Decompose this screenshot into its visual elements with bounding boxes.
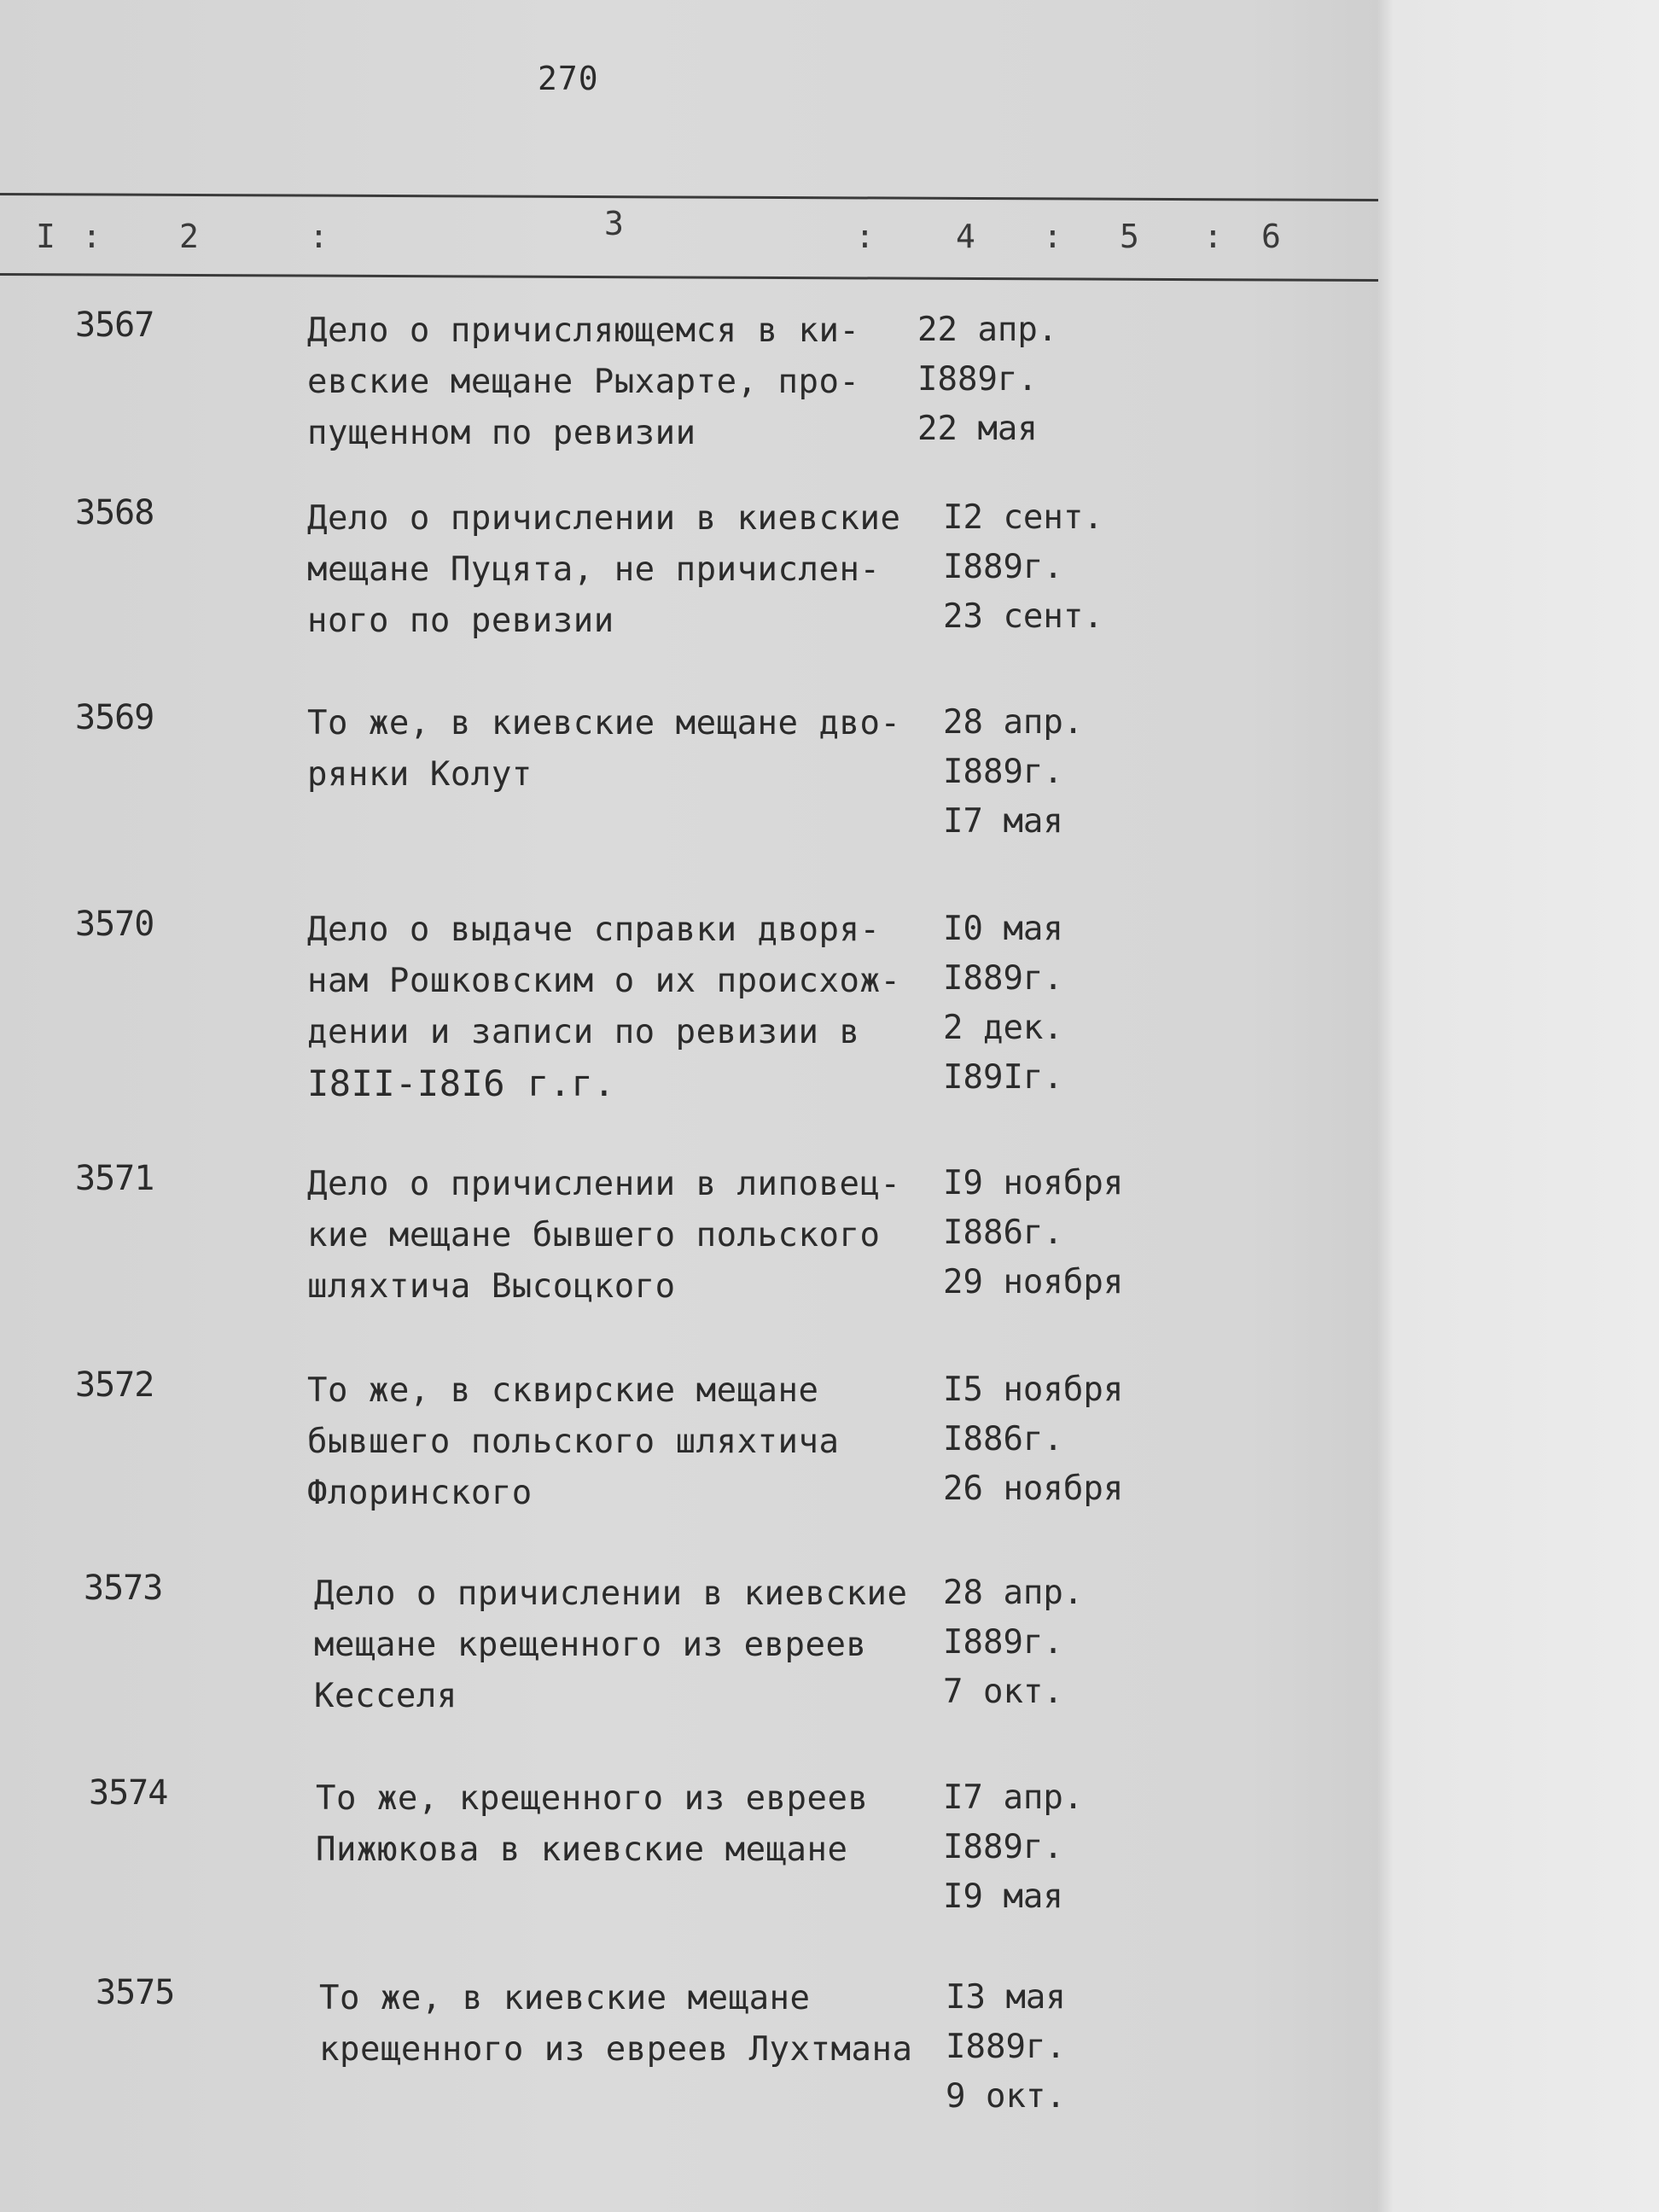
entry-description (307, 1365, 839, 1519)
description-line: Флоринского (307, 1474, 533, 1512)
description-line: Дело о причислении в киевские (314, 1575, 908, 1613)
entry-description (314, 1569, 907, 1722)
date-year: I889г. (943, 1828, 1063, 1866)
entry-dates (943, 698, 1083, 847)
description-line: Пижюкова в киевские мещане (316, 1831, 848, 1869)
description-line: То же, крещенного из евреев (316, 1779, 869, 1818)
date-end: 23 сент. (943, 597, 1103, 636)
date-year: I889г. (943, 959, 1063, 998)
header-bottom-rule (0, 273, 1378, 282)
column-header-6: 6 (1261, 218, 1281, 255)
date-end: 9 окт. (946, 2077, 1066, 2116)
description-line: шляхтича Высоцкого (307, 1267, 676, 1306)
description-line: мещане Пуцята, не причислен- (307, 550, 881, 589)
entry-number: 3571 (75, 1159, 154, 1198)
description-line: нам Рошковским о их происхож- (307, 962, 901, 1000)
date-end: 22 мая (917, 410, 1038, 448)
date-end: 2 дек. (943, 1009, 1063, 1047)
description-line: Кесселя (314, 1677, 457, 1715)
entry-dates (917, 306, 1057, 454)
column-header-1: I (36, 218, 55, 255)
entry-number: 3568 (75, 493, 154, 533)
entry-number: 3569 (75, 698, 154, 737)
description-line: То же, в киевские мещане (319, 1979, 811, 2017)
description-line: бывшего польского шляхтича (307, 1423, 840, 1461)
column-separator: : (855, 218, 875, 255)
date-end: 26 ноября (943, 1470, 1124, 1508)
entry-dates (943, 1365, 1123, 1514)
entry-dates (943, 905, 1063, 1103)
date-start: I9 ноября (943, 1164, 1124, 1202)
description-line: Дело о причислении в киевские (307, 499, 901, 538)
date-start: I7 апр. (943, 1778, 1084, 1817)
date-year: I889г. (943, 753, 1063, 791)
entry-number: 3575 (96, 1973, 175, 2012)
date-year: I889г. (943, 548, 1063, 586)
description-line: Дело о выдаче справки дворя- (307, 911, 881, 949)
description-line: рянки Колут (307, 755, 533, 794)
description-line: То же, в сквирские мещане (307, 1371, 819, 1410)
date-end: I9 мая (943, 1877, 1063, 1916)
description-line: Дело о причислении в липовец- (307, 1165, 901, 1203)
entry-description (319, 1973, 912, 2075)
entry-number: 3572 (75, 1365, 154, 1405)
date-year: I889г. (946, 2028, 1066, 2066)
date-start: 28 апр. (943, 703, 1084, 742)
column-separator: : (1043, 218, 1062, 255)
column-header-5: 5 (1120, 218, 1139, 255)
entry-number: 3567 (75, 306, 154, 345)
entry-number: 3574 (89, 1773, 168, 1813)
date-start: 22 апр. (917, 311, 1058, 349)
description-line: мещане крещенного из евреев (314, 1626, 867, 1664)
date-start: I3 мая (946, 1978, 1066, 2017)
entry-dates (943, 1569, 1083, 1717)
description-line: Дело о причисляющемся в ки- (307, 311, 860, 350)
entry-dates (946, 1973, 1066, 2122)
date-start: I0 мая (943, 910, 1063, 948)
description-line: То же, в киевские мещане дво- (307, 704, 901, 742)
entry-description (316, 1773, 868, 1876)
entry-number: 3573 (84, 1569, 163, 1608)
date-start: I5 ноября (943, 1371, 1124, 1409)
date-end-year: I89Iг. (943, 1058, 1063, 1097)
entry-dates (943, 493, 1103, 642)
entry-number: 3570 (75, 905, 154, 944)
entry-dates (943, 1773, 1083, 1922)
entry-description (307, 1159, 900, 1313)
column-header-3: 3 (604, 205, 624, 242)
entry-description (307, 698, 900, 800)
date-year: I886г. (943, 1420, 1063, 1458)
description-line: кие мещане бывшего польского (307, 1216, 881, 1254)
date-year: I889г. (917, 360, 1038, 399)
date-end: 7 окт. (943, 1673, 1063, 1711)
entry-description (307, 306, 859, 459)
description-line: крещенного из евреев Лухтмана (319, 2030, 913, 2069)
column-separator: : (1203, 218, 1223, 255)
description-line: пущенном по ревизии (307, 414, 696, 452)
entry-description (307, 493, 900, 647)
date-end: I7 мая (943, 802, 1063, 841)
date-start: 28 апр. (943, 1574, 1084, 1612)
date-year: I886г. (943, 1214, 1063, 1252)
column-header-2: 2 (179, 218, 199, 255)
column-separator: : (82, 218, 102, 255)
date-year: I889г. (943, 1623, 1063, 1662)
page-number: 270 (538, 60, 599, 97)
description-line: евские мещане Рыхарте, про- (307, 363, 860, 401)
entry-dates (943, 1159, 1123, 1307)
date-start: I2 сент. (943, 498, 1103, 537)
column-header-4: 4 (956, 218, 975, 255)
entry-description (307, 905, 900, 1109)
description-line: дении и записи по ревизии в (307, 1013, 860, 1051)
header-top-rule (0, 193, 1378, 201)
date-end: 29 ноября (943, 1263, 1124, 1301)
description-line: I8II-I8I6 г.г. (307, 1062, 616, 1104)
description-line: ного по ревизии (307, 602, 614, 640)
column-separator: : (309, 218, 329, 255)
